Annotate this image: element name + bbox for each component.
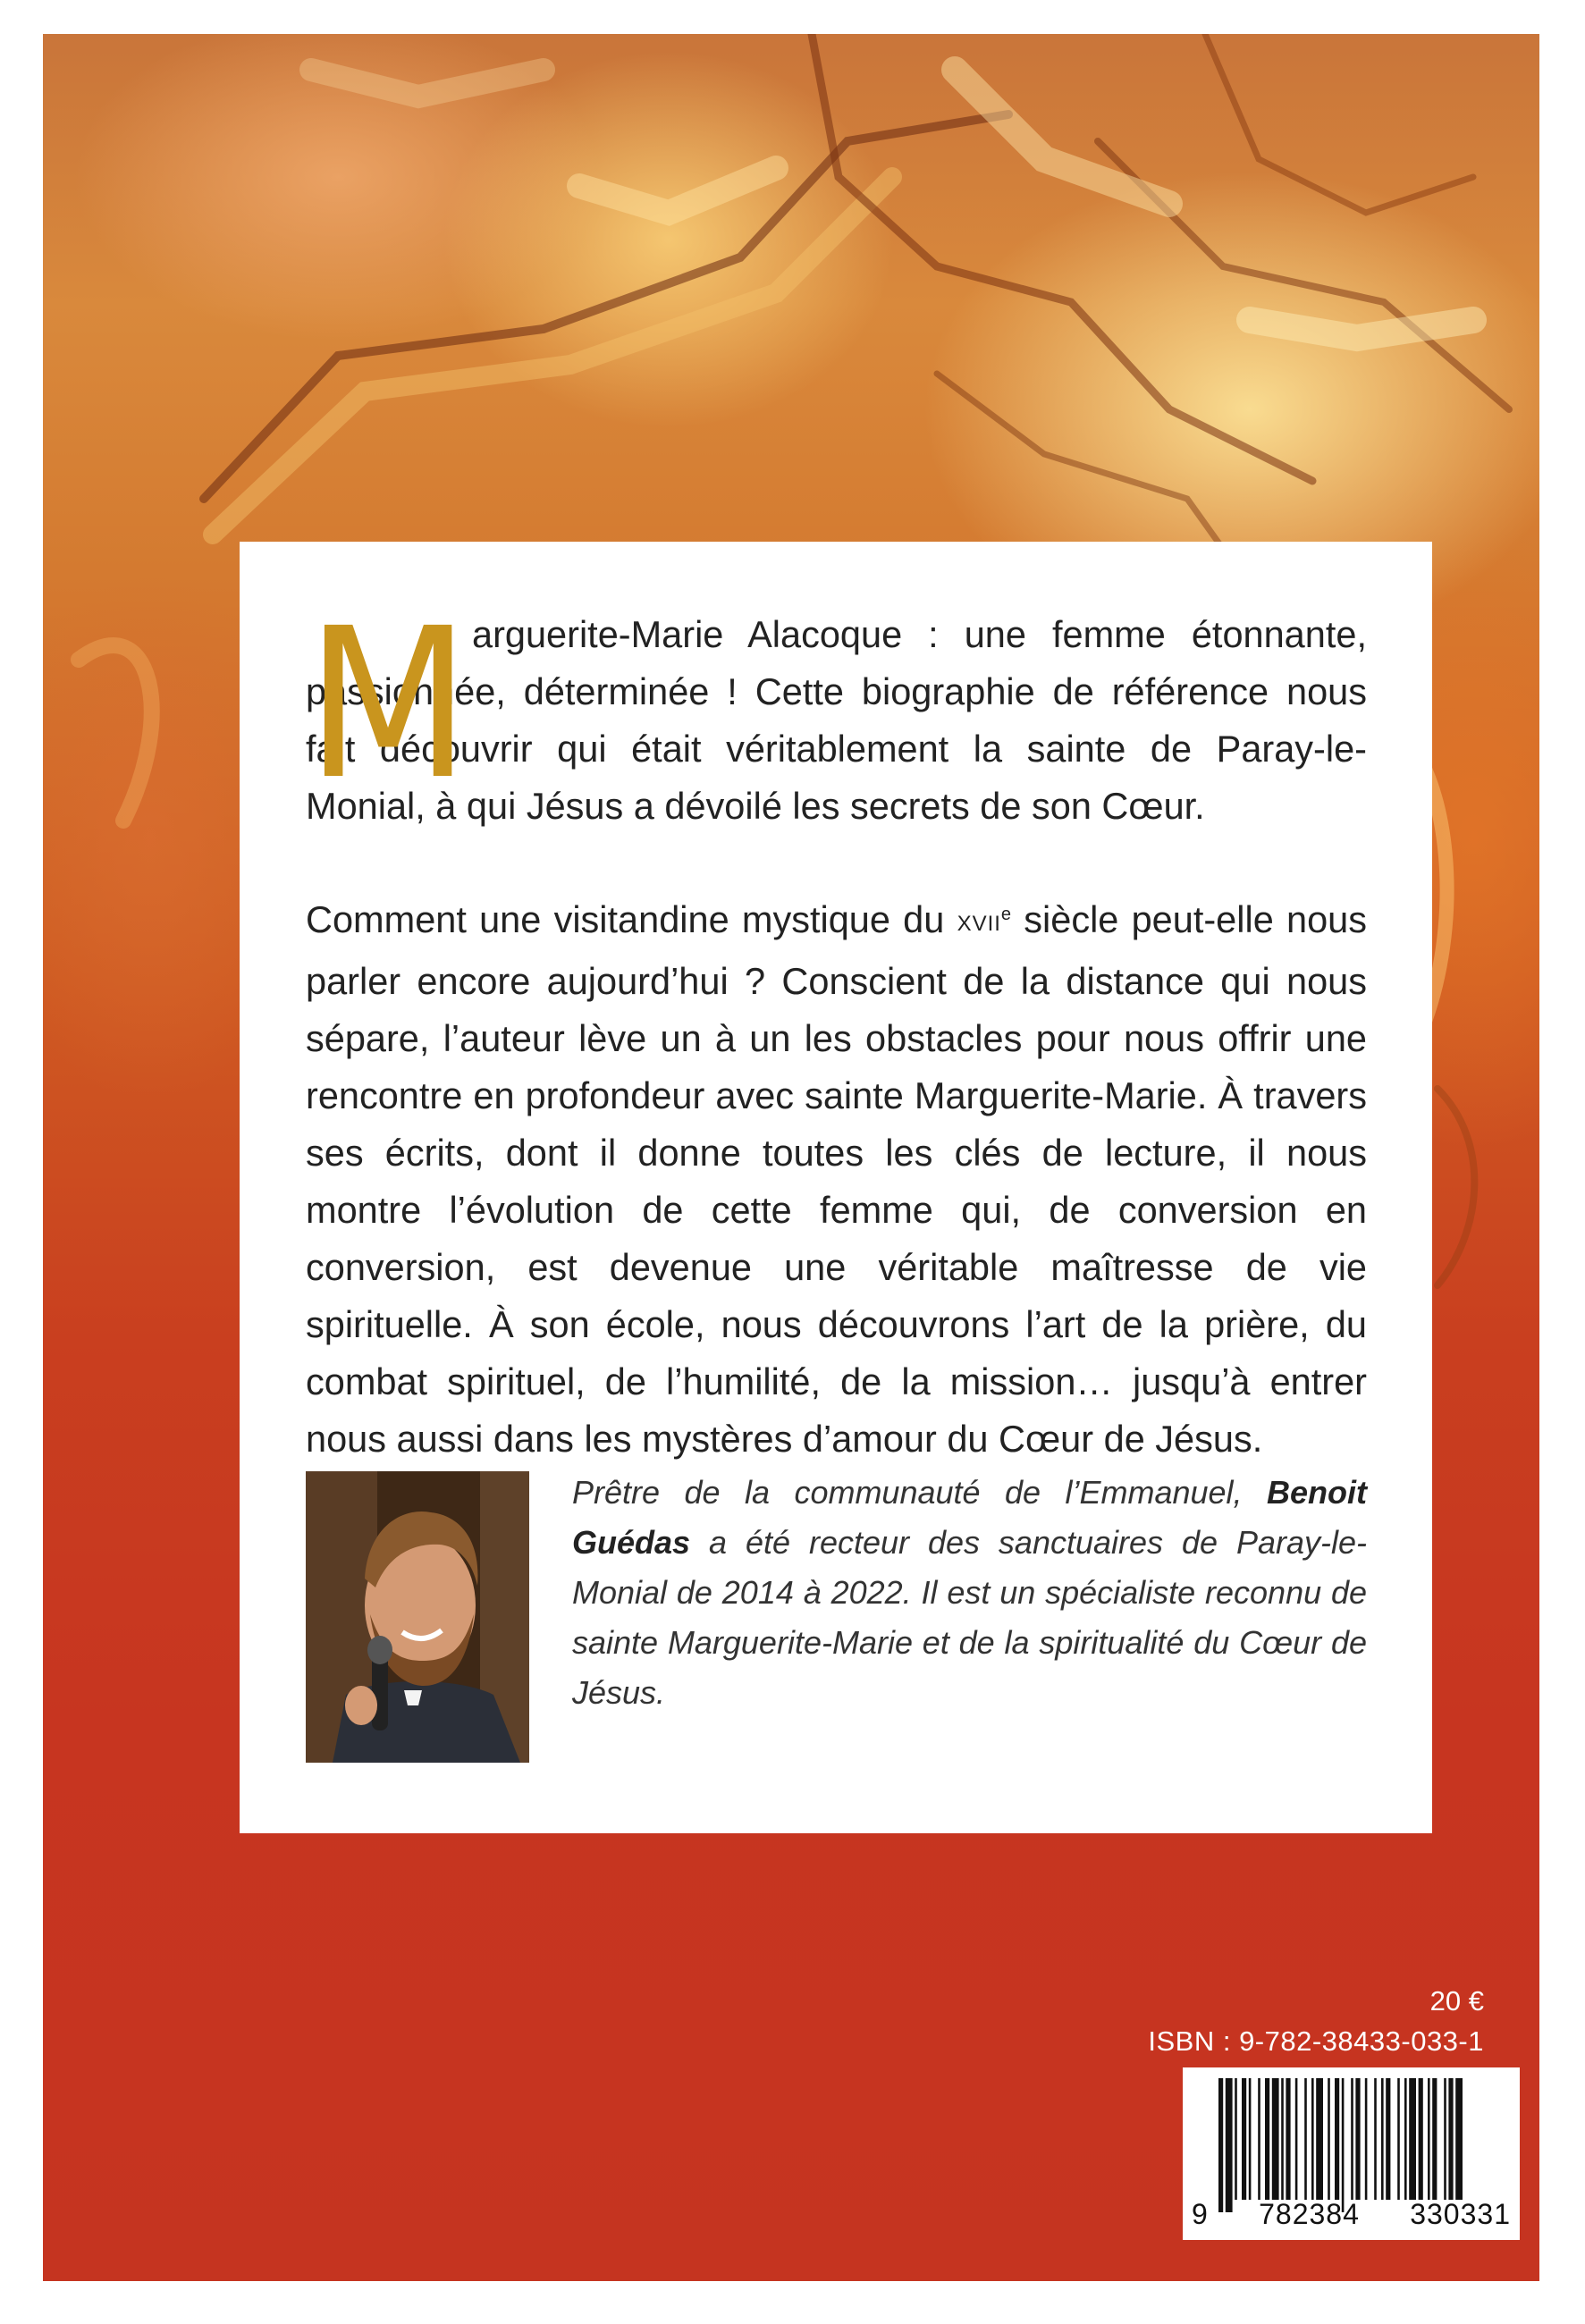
barcode-digit-group-1: 782384 bbox=[1259, 2198, 1360, 2230]
barcode-bar bbox=[1351, 2078, 1353, 2200]
barcode-bar bbox=[1272, 2078, 1279, 2200]
barcode-bar bbox=[1386, 2078, 1390, 2200]
barcode-bar bbox=[1404, 2078, 1407, 2200]
text-panel bbox=[240, 542, 1432, 1833]
barcode-bar bbox=[1409, 2078, 1416, 2200]
barcode-digit-group-2: 330331 bbox=[1410, 2198, 1511, 2230]
body-text-rest: siècle peut-elle nous parler encore aujourd’hui ? Conscient de la distance qui nous sépare, l’auteur lève un à un les obstacles pour nous offrir une rencontre en profondeur avec sainte Marguerite-Marie. À travers ses écrits, dont il donne toutes les clés de lecture, il nous montre l’évolution de cette femme qui, de conversion en conversion, est devenue une véritable maîtresse de vie spirituelle. À son école, nous découvrons l’art de la prière, du combat spirituel, de l’humilité, de la mission… jusqu’à entrer nous aussi dans les mystères d’amour du Cœur de Jésus. bbox=[306, 898, 1367, 1460]
century-numeral: XVII bbox=[957, 912, 1001, 936]
intro-text: arguerite-Marie Alacoque : une femme étonnante, passionnée, déterminée ! Cette biographie de référence nous fait découvrir qui était véritablement la sainte de Paray-le-Monial, à qui Jésus a dévoilé les secrets de son Cœur. bbox=[306, 613, 1367, 827]
barcode-bar bbox=[1355, 2078, 1360, 2200]
barcode-bar bbox=[1432, 2078, 1437, 2200]
body-text-start: Comment une visitandine mystique du bbox=[306, 898, 957, 940]
barcode-bar bbox=[1428, 2078, 1430, 2200]
barcode-bar bbox=[1335, 2078, 1339, 2200]
barcode-bar bbox=[1242, 2078, 1246, 2200]
price: 20 € bbox=[1429, 1985, 1484, 2017]
barcode-bar bbox=[1455, 2078, 1463, 2200]
barcode-bar bbox=[1258, 2078, 1260, 2200]
century-suffix: e bbox=[1000, 905, 1012, 924]
barcode-bar bbox=[1448, 2078, 1453, 2200]
intro-paragraph bbox=[306, 584, 1367, 835]
barcode-bar bbox=[1397, 2078, 1400, 2200]
barcode-bar bbox=[1304, 2078, 1307, 2200]
barcode-bar bbox=[1419, 2078, 1423, 2200]
author-name: Benoit Guédas bbox=[572, 1474, 1367, 1561]
barcode bbox=[1183, 2067, 1520, 2240]
barcode-bar bbox=[1365, 2078, 1368, 2200]
barcode-bar bbox=[1316, 2078, 1323, 2200]
author-portrait-image bbox=[306, 1471, 529, 1763]
body-paragraph bbox=[306, 886, 1367, 1468]
barcode-bar bbox=[1235, 2078, 1237, 2200]
barcode-bar bbox=[1281, 2078, 1284, 2200]
cover-background bbox=[43, 34, 1539, 2281]
drop-cap: M bbox=[306, 584, 471, 825]
barcode-bar bbox=[1311, 2078, 1314, 2200]
author-bio bbox=[572, 1468, 1367, 1718]
barcode-digits bbox=[1192, 2198, 1511, 2231]
barcode-bar bbox=[1295, 2078, 1298, 2200]
isbn: ISBN : 9-782-38433-033-1 bbox=[1148, 2025, 1484, 2057]
barcode-bar bbox=[1328, 2078, 1330, 2200]
barcode-bar bbox=[1286, 2078, 1290, 2200]
author-photo bbox=[306, 1471, 529, 1763]
barcode-bar bbox=[1249, 2078, 1252, 2200]
author-bio-rest: a été recteur des sanctuaires de Paray-le-Monial de 2014 à 2022. Il est un spécialiste reconnu de sainte Marguerite-Marie et de la spiritualité du Cœur de Jésus. bbox=[572, 1524, 1367, 1711]
barcode-digit-prefix: 9 bbox=[1192, 2198, 1209, 2230]
author-bio-start: Prêtre de la communauté de l’Emmanuel, bbox=[572, 1474, 1267, 1511]
barcode-bar bbox=[1265, 2078, 1269, 2200]
barcode-bar bbox=[1374, 2078, 1377, 2200]
barcode-bar bbox=[1381, 2078, 1384, 2200]
barcode-bar bbox=[1342, 2078, 1345, 2212]
barcode-bar bbox=[1226, 2078, 1233, 2212]
barcode-bar bbox=[1444, 2078, 1446, 2200]
barcode-bar bbox=[1218, 2078, 1223, 2212]
